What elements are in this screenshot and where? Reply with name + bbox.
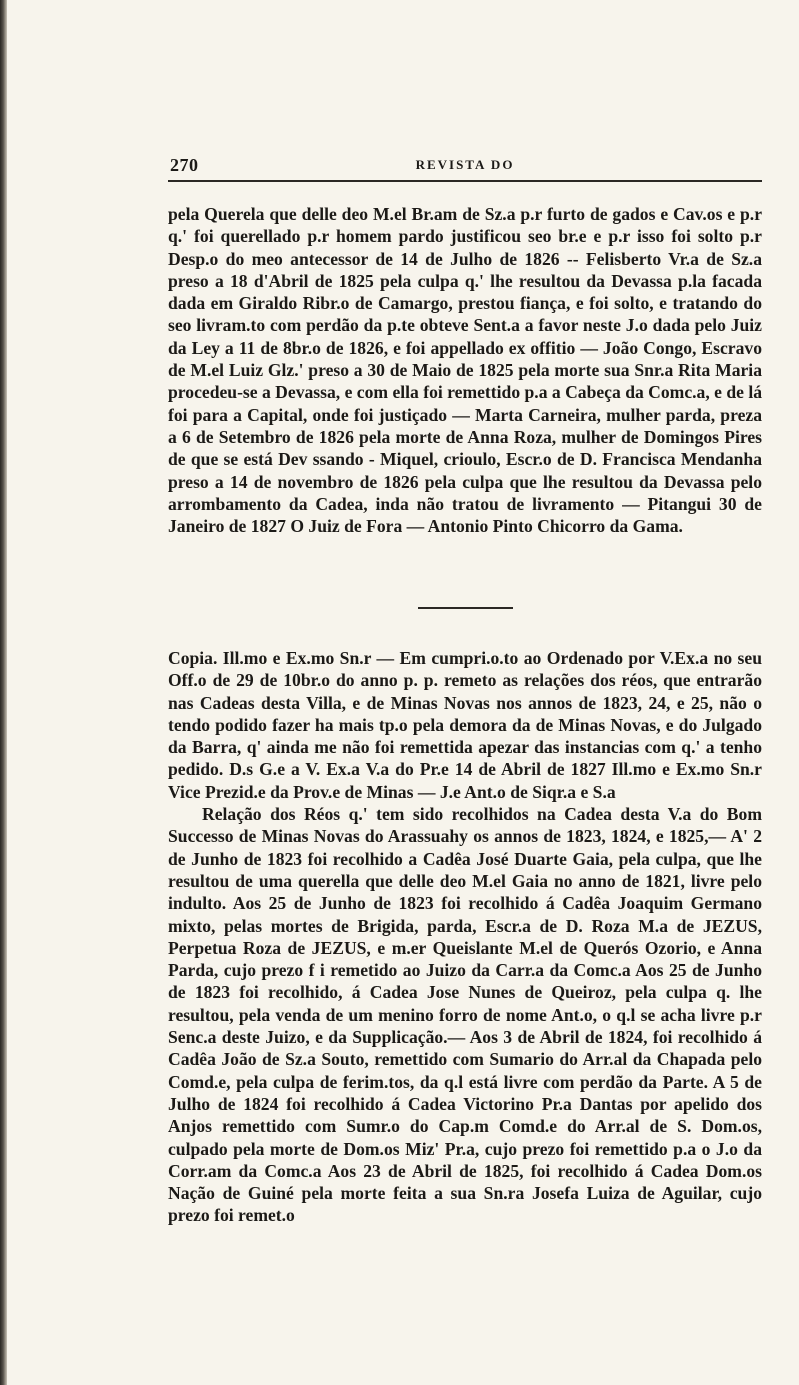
running-title: REVISTA DO [415, 157, 515, 172]
paragraph-copia-letter: Copia. Ill.mo e Ex.mo Sn.r — Em cumpri.o.to ao Ordenado por V.Ex.a no seu Off.o de 29 de 10br.o do anno p. p. remeto as relações dos réos, que entrarão nas Cadeas desta Villa, e de Minas Novas nos annos de 1823, 24, e 25, não o tendo podido fazer ha mais tp.o pela demora da de Minas Novas, e do Julgado da Barra, q' ainda me não foi remettida apezar das instancias com q.' a tenho pedido. D.s G.e a V. Ex.a V.a do Pr.e 14 de Abril de 1827 Ill.mo e Ex.mo Sn.r Vice Prezid.e da Prov.e de Minas — J.e Ant.o de Siqr.a e S.a [168, 648, 762, 802]
text-block-top [168, 203, 762, 537]
section-divider [418, 607, 513, 609]
header-rule [168, 180, 762, 182]
paragraph-relacao-dos-reos: Relação dos Réos q.' tem sido recolhidos na Cadea desta V.a do Bom Successo de Minas Novas do Arassuahy os annos de 1823, 1824, e 1825,— A' 2 de Junho de 1823 foi recolhido a Cadêa José Duarte Gaia, pela culpa, que lhe resultou de uma querella que delle deo M.el Gaia no anno de 1821, livre pelo indulto. Aos 25 de Junho de 1823 foi recolhido á Cadêa Joaquim Germano mixto, pelas mortes de Brigida, parda, Escr.a de D. Roza M.a de JEZUS, Perpetua Roza de JEZUS, e m.er Queislante M.el de Querós Ozorio, e Anna Parda, cujo prezo f i remetido ao Juizo da Carr.a da Comc.a Aos 25 de Junho de 1823 foi recolhido, á Cadea Jose Nunes de Queiroz, pela culpa q. lhe resultou, pela venda de um menino forro de nome Ant.o, o q.l se acha livre p.r Senc.a deste Juizo, e da Supplicação.— Aos 3 de Abril de 1824, foi recolhido á Cadêa João de Sz.a Souto, remettido com Sumario do Arr.al da Chapada pelo Comd.e, pela culpa de ferim.tos, da q.l está livre com perdão da Parte. A 5 de Julho de 1824 foi recolhido á Cadea Victorino Pr.a Dantas por apelido dos Anjos remettido com Sumr.o do Cap.m Comd.e do Arr.al de S. Dom.os, culpado pela morte de Dom.os Miz' Pr.a, cujo prezo foi remettido p.a o J.o da Corr.am da Comc.a Aos 23 de Abril de 1825, foi recolhido á Cadea Dom.os Nação de Guiné pela morte feita a sua Sn.ra Josefa Luiza de Aguilar, cujo prezo foi remet.o [168, 804, 762, 1226]
text-block-bottom [168, 647, 762, 1227]
paragraph-prison-records: pela Querela que delle deo M.el Br.am de Sz.a p.r furto de gados e Cav.os e p.r q.' foi querellado p.r homem pardo justificou seo br.e e p.r isso foi solto p.r Desp.o do meo antecessor de 14 de Julho de 1826 -- Felisberto Vr.a de Sz.a preso a 18 d'Abril de 1825 pela culpa q.' lhe resultou da Devassa p.la facada dada em Giraldo Ribr.o de Camargo, prestou fiança, e foi solto, e tratando do seo livram.to com perdão da p.te obteve Sent.a a favor neste J.o dada pelo Juiz da Ley a 11 de 8br.o de 1826, e foi appellado ex offitio — João Congo, Escravo de M.el Luiz Glz.' preso a 30 de Maio de 1825 pela morte sua Snr.a Rita Maria procedeu-se a Devassa, e com ella foi remettido p.a a Cabeça da Comc.a, e de lá foi para a Capital, onde foi justiçado — Marta Carneira, mulher parda, preza a 6 de Setembro de 1826 pela morte de Anna Roza, mulher de Domingos Pires de que se está Dev ssando - Miquel, crioulo, Escr.o de D. Francisca Mendanha preso a 14 de novembro de 1826 pela culpa que lhe resultou da Devassa pelo arrombamento da Cadea, inda não tratou de livramento — Pitangui 30 de Janeiro de 1827 O Juiz de Fora — Antonio Pinto Chicorro da Gama. [168, 204, 763, 537]
book-spine-edge [0, 0, 7, 1385]
page-number: 270 [170, 155, 199, 175]
page-header [168, 155, 762, 177]
